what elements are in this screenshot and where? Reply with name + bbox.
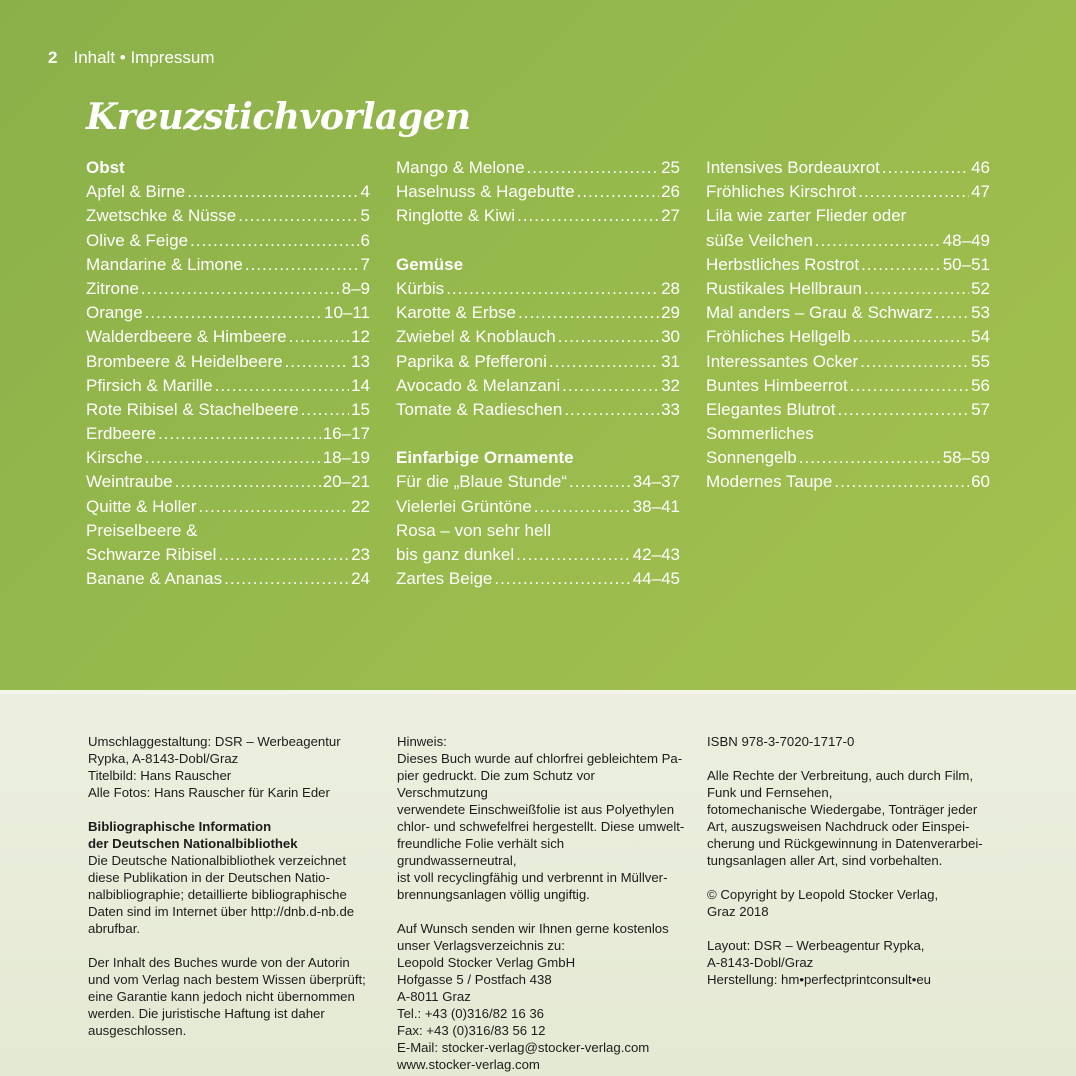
toc-entry-page: 8–9: [341, 278, 370, 298]
toc-section-heading: Obst: [86, 158, 125, 177]
imprint-spacer: [88, 937, 378, 954]
imprint-line: Hinweis:: [397, 734, 447, 749]
toc-leader-dots: [815, 229, 941, 253]
toc-entry-page: 26: [661, 182, 680, 202]
toc-entry: [86, 325, 370, 349]
toc-leader-dots: [187, 180, 358, 204]
toc-leader-dots: [238, 204, 358, 228]
imprint-line: diese Publikation in der Deutschen Natio-: [88, 870, 330, 885]
toc-entry-page: 28: [661, 278, 680, 298]
toc-entry-page: 4: [360, 182, 370, 202]
toc-entry: [706, 156, 990, 180]
imprint-line: ISBN 978-3-7020-1717-0: [707, 734, 855, 749]
page-header: [48, 48, 215, 68]
toc-leader-dots: [516, 543, 631, 567]
toc-entry-page: 27: [661, 206, 680, 226]
toc-entry-label: Walderdbeere & Himbeere: [86, 327, 287, 347]
toc-leader-dots: [245, 253, 359, 277]
imprint-line: Hofgasse 5 / Postfach 438: [397, 972, 552, 987]
toc-entry-label: Herbstliches Rostrot: [706, 254, 860, 274]
toc-entry-page: 53: [971, 303, 990, 323]
imprint-line: nalbibliographie; detaillierte bibliographische: [88, 887, 347, 902]
imprint-heading-text: der Deutschen Nationalbibliothek: [88, 836, 298, 851]
toc-leader-dots: [558, 325, 659, 349]
imprint-column-2: [397, 733, 687, 1073]
toc-entry-page: 7: [360, 254, 370, 274]
toc-entry: [396, 277, 680, 301]
toc-entry-label: Erdbeere: [86, 424, 156, 444]
imprint-line: fotomechanische Wiedergabe, Tonträger jeder: [707, 802, 978, 817]
toc-entry: [86, 253, 370, 277]
toc-entry: [396, 301, 680, 325]
toc-entry-label: Intensives Bordeauxrot: [706, 158, 880, 177]
toc-leader-dots: [527, 156, 660, 180]
toc-entry-label: Orange: [86, 303, 143, 323]
toc-entry: [706, 253, 990, 277]
toc-entry: [706, 446, 990, 470]
toc-leader-dots: [860, 350, 969, 374]
toc-entry-label: Mandarine & Limone: [86, 254, 243, 274]
toc-entry-page: 23: [351, 545, 370, 564]
toc-entry: [706, 325, 990, 349]
imprint-line: ist voll recyclingfähig und verbrennt in Müllver-: [397, 870, 668, 885]
imprint-line: freundliche Folie verhält sich grundwasserneutral,: [397, 836, 565, 868]
toc-entry-page: 33: [661, 399, 680, 419]
toc-entry-page: 57: [971, 399, 990, 419]
toc-entry-label: Mango & Melone: [396, 158, 525, 177]
toc-entry-label: Für die „Blaue Stunde“: [396, 472, 568, 492]
imprint-spacer: [707, 869, 997, 886]
toc-entry-page: 29: [661, 303, 680, 323]
toc-entry-page: 55: [971, 351, 990, 371]
toc-entry: [86, 229, 370, 253]
toc-entry: [86, 301, 370, 325]
section-title: Inhalt • Impressum: [73, 48, 215, 67]
imprint-line: © Copyright by Leopold Stocker Verlag,: [707, 887, 939, 902]
toc-entry-page: 38–41: [632, 496, 680, 516]
toc-entry: [396, 180, 680, 204]
toc-entry: [706, 398, 990, 422]
imprint-line: cherung und Rückgewinnung in Datenverarbei-: [707, 836, 983, 851]
toc-entry-label: Fröhliches Kirschrot: [706, 182, 857, 202]
imprint-line: Tel.: +43 (0)316/82 16 36: [397, 1006, 544, 1021]
toc-entry-page: 18–19: [322, 448, 370, 468]
imprint-line: Auf Wunsch senden wir Ihnen gerne kostenlos: [397, 921, 669, 936]
toc-leader-dots: [564, 398, 659, 422]
toc-entry-page: 25: [661, 158, 680, 177]
toc-entry-label: Tomate & Radieschen: [396, 399, 563, 419]
toc-entry-label: Interessantes Ocker: [706, 351, 859, 371]
toc-column-3: [706, 156, 990, 495]
toc-leader-dots: [569, 470, 631, 494]
toc-leader-dots: [577, 180, 659, 204]
toc-entry: [86, 350, 370, 374]
toc-leader-dots: [141, 277, 340, 301]
toc-section-heading: Gemüse: [396, 254, 464, 274]
imprint-column-3: [707, 733, 997, 988]
toc-entry: [86, 204, 370, 228]
toc-entry: [706, 301, 990, 325]
imprint-line: A-8011 Graz: [397, 989, 471, 1004]
imprint-line: Fax: +43 (0)316/83 56 12: [397, 1023, 546, 1038]
toc-entry-label: Banane & Ananas: [86, 569, 223, 589]
toc-entry-page: 60: [971, 472, 990, 492]
toc-entry-label: Karotte & Erbse: [396, 303, 517, 323]
imprint-line: Graz 2018: [707, 904, 769, 919]
toc-entry-page: 48–49: [942, 230, 990, 250]
toc-leader-dots: [145, 446, 321, 470]
toc-leader-dots: [834, 470, 969, 494]
toc-entry-text: Sommerliches: [706, 424, 814, 444]
toc-entry-label: Buntes Himbeerrot: [706, 375, 848, 395]
toc-entry-label: Olive & Feige: [86, 230, 189, 250]
toc-entry: [86, 374, 370, 398]
toc-leader-dots: [853, 325, 970, 349]
toc-leader-dots: [517, 204, 659, 228]
toc-entry-page: 30: [661, 327, 680, 347]
toc-entry: [86, 398, 370, 422]
toc-entry: [396, 156, 680, 180]
imprint-line: unser Verlagsverzeichnis zu:: [397, 938, 565, 953]
imprint-line: Alle Fotos: Hans Rauscher für Karin Eder: [88, 785, 330, 800]
toc-leader-dots: [518, 301, 659, 325]
toc-entry-page: 32: [661, 375, 680, 395]
toc-entry-label: Kürbis: [396, 278, 445, 298]
toc-entry-page: 44–45: [632, 569, 680, 589]
toc-entry-label: Modernes Taupe: [706, 472, 833, 492]
toc-leader-dots: [864, 277, 969, 301]
toc-leader-dots: [882, 156, 969, 180]
toc-entry-label: Mal anders – Grau & Schwarz: [706, 303, 933, 323]
toc-entry-label: Zwiebel & Knoblauch: [396, 327, 556, 347]
toc-entry-page: 24: [351, 569, 370, 589]
toc-spacer: [396, 229, 680, 253]
toc-entry: [86, 180, 370, 204]
toc-entry-label: Schwarze Ribisel: [86, 545, 217, 564]
toc-entry-label: Apfel & Birne: [86, 182, 186, 202]
imprint-line: Herstellung: hm•perfectprintconsult•eu: [707, 972, 932, 987]
toc-entry-page: 15: [351, 399, 370, 419]
toc-leader-dots: [494, 567, 630, 591]
toc-leader-dots: [446, 277, 659, 301]
toc-entry-label: Quitte & Holler: [86, 496, 197, 516]
toc-entry-page: 46: [971, 158, 990, 177]
toc-section-heading: Einfarbige Ornamente: [396, 448, 574, 468]
toc-entry-page: 34–37: [632, 472, 680, 492]
toc-leader-dots: [218, 543, 349, 567]
toc-entry-page: 16–17: [322, 424, 370, 444]
imprint-spacer: [88, 801, 378, 818]
toc-leader-dots: [850, 374, 969, 398]
imprint-line: ausgeschlossen.: [88, 1023, 187, 1038]
toc-entry-label: Sonnengelb: [706, 448, 797, 468]
imprint-line: Rypka, A-8143-Dobl/Graz: [88, 751, 239, 766]
toc-entry-label: Paprika & Pfefferoni: [396, 351, 547, 371]
toc-entry: [396, 470, 680, 494]
toc-entry-text: Preiselbeere &: [86, 520, 198, 540]
toc-entry-label: Fröhliches Hellgelb: [706, 327, 851, 347]
toc-leader-dots: [199, 495, 350, 519]
imprint-line: Die Deutsche Nationalbibliothek verzeichnet: [88, 853, 347, 868]
imprint-line: Daten sind im Internet über http://dnb.d-nb.de: [88, 904, 355, 919]
toc-entry-page: 58–59: [942, 448, 990, 468]
toc-entry: [396, 374, 680, 398]
toc-leader-dots: [285, 350, 350, 374]
toc-entry: [86, 495, 370, 519]
toc-leader-dots: [145, 301, 322, 325]
toc-entry: [396, 204, 680, 228]
page-number: 2: [48, 48, 58, 67]
toc-entry-page: 50–51: [942, 254, 990, 274]
toc-entry: [86, 543, 370, 567]
toc-entry-page: 31: [661, 351, 680, 371]
toc-entry-label: süße Veilchen: [706, 230, 813, 250]
imprint-line: A-8143-Dobl/Graz: [707, 955, 814, 970]
toc-entry: [706, 470, 990, 494]
toc-leader-dots: [190, 229, 358, 253]
toc-entry-label: Avocado & Melanzani: [396, 375, 561, 395]
toc-entry-label: Weintraube: [86, 472, 173, 492]
toc-leader-dots: [215, 374, 349, 398]
imprint-heading: [88, 835, 378, 852]
toc-entry-page: 6: [360, 230, 370, 250]
toc-entry: [706, 350, 990, 374]
toc-entry: [706, 374, 990, 398]
toc-entry: [86, 277, 370, 301]
toc-leader-dots: [837, 398, 969, 422]
toc-entry-page: 22: [351, 496, 370, 516]
imprint-spacer: [397, 903, 687, 920]
toc-leader-dots: [858, 180, 969, 204]
toc-entry-page: 5: [360, 206, 370, 226]
toc-column-2: [396, 156, 680, 591]
toc-entry: [706, 180, 990, 204]
imprint-line: pier gedruckt. Die zum Schutz vor Verschmutzung: [397, 768, 595, 800]
toc-entry: [396, 567, 680, 591]
toc-leader-dots: [289, 325, 349, 349]
toc-entry: [396, 543, 680, 567]
imprint-line: Art, auszugsweisen Nachdruck oder Einspei-: [707, 819, 970, 834]
toc-entry-page: 52: [971, 278, 990, 298]
toc-entry-label: Zitrone: [86, 278, 139, 298]
toc-entry-label: Vielerlei Grüntöne: [396, 496, 532, 516]
imprint-line: Layout: DSR – Werbeagentur Rypka,: [707, 938, 925, 953]
toc-entry: [86, 470, 370, 494]
toc-leader-dots: [175, 470, 321, 494]
toc-entry-page: 14: [351, 375, 370, 395]
toc-entry-page: 54: [971, 327, 990, 347]
imprint-line: abrufbar.: [88, 921, 141, 936]
toc-entry-label: bis ganz dunkel: [396, 545, 515, 564]
toc-entry: [396, 495, 680, 519]
toc-entry-text: Lila wie zarter Flieder oder: [706, 206, 907, 226]
imprint-heading: [88, 818, 378, 835]
toc-leader-dots: [224, 567, 349, 591]
toc-entry-label: Kirsche: [86, 448, 143, 468]
toc-entry: [706, 277, 990, 301]
toc-entry: [396, 325, 680, 349]
toc-entry-page: 56: [971, 375, 990, 395]
toc-entry-label: Pfirsich & Marille: [86, 375, 213, 395]
imprint-spacer: [707, 920, 997, 937]
imprint-line: Alle Rechte der Verbreitung, auch durch Film,: [707, 768, 974, 783]
toc-entry-label: Brombeere & Heidelbeere: [86, 351, 283, 371]
toc-entry-label: Haselnuss & Hagebutte: [396, 182, 575, 202]
imprint-line: Umschlaggestaltung: DSR – Werbeagentur: [88, 734, 341, 749]
toc-entry-text: Rosa – von sehr hell: [396, 520, 551, 540]
toc-leader-dots: [935, 301, 969, 325]
imprint-line: und vom Verlag nach bestem Wissen überprüft;: [88, 972, 366, 987]
toc-entry: [86, 422, 370, 446]
toc-column-1: [86, 156, 370, 591]
toc-entry-page: 47: [971, 182, 990, 202]
toc-entry: [86, 446, 370, 470]
imprint-line: Der Inhalt des Buches wurde von der Autorin: [88, 955, 350, 970]
toc-entry-page: 10–11: [323, 303, 370, 323]
toc-entry-label: Ringlotte & Kiwi: [396, 206, 516, 226]
toc-entry: [86, 567, 370, 591]
toc-entry: [396, 398, 680, 422]
imprint-line: chlor- und schwefelfrei hergestellt. Diese umwelt-: [397, 819, 685, 834]
imprint-line: E-Mail: stocker-verlag@stocker-verlag.com: [397, 1040, 650, 1055]
toc-leader-dots: [301, 398, 349, 422]
imprint-line: Leopold Stocker Verlag GmbH: [397, 955, 576, 970]
page-title: Kreuzstichvorlagen: [86, 96, 471, 138]
toc-leader-dots: [534, 495, 631, 519]
imprint-line: verwendete Einschweißfolie ist aus Polyethylen: [397, 802, 675, 817]
toc-leader-dots: [562, 374, 659, 398]
toc-spacer: [396, 422, 680, 446]
toc-entry-label: Elegantes Blutrot: [706, 399, 836, 419]
imprint-line: brennungsanlagen völlig ungiftig.: [397, 887, 590, 902]
toc-entry-label: Zartes Beige: [396, 569, 493, 589]
imprint-column-1: [88, 733, 378, 1039]
toc-leader-dots: [861, 253, 941, 277]
imprint-spacer: [707, 750, 997, 767]
toc-entry-page: 20–21: [322, 472, 370, 492]
imprint-line: Funk und Fernsehen,: [707, 785, 833, 800]
toc-entry: [706, 229, 990, 253]
imprint-line: www.stocker-verlag.com: [397, 1057, 540, 1072]
toc-leader-dots: [158, 422, 321, 446]
imprint-line: Dieses Buch wurde auf chlorfrei gebleichtem Pa-: [397, 751, 683, 766]
toc-entry-label: Zwetschke & Nüsse: [86, 206, 237, 226]
toc-entry-label: Rote Ribisel & Stachelbeere: [86, 399, 299, 419]
toc-entry-page: 12: [351, 327, 370, 347]
imprint-line: tungsanlagen aller Art, sind vorbehalten.: [707, 853, 943, 868]
imprint-heading-text: Bibliographische Information: [88, 819, 272, 834]
toc-leader-dots: [549, 350, 659, 374]
toc-entry-page: 42–43: [632, 545, 680, 564]
toc-leader-dots: [799, 446, 941, 470]
imprint-line: Titelbild: Hans Rauscher: [88, 768, 232, 783]
imprint-line: werden. Die juristische Haftung ist daher: [88, 1006, 325, 1021]
toc-entry-label: Rustikales Hellbraun: [706, 278, 862, 298]
toc-entry: [396, 350, 680, 374]
imprint-line: eine Garantie kann jedoch nicht übernommen: [88, 989, 355, 1004]
toc-entry-page: 13: [351, 351, 370, 371]
